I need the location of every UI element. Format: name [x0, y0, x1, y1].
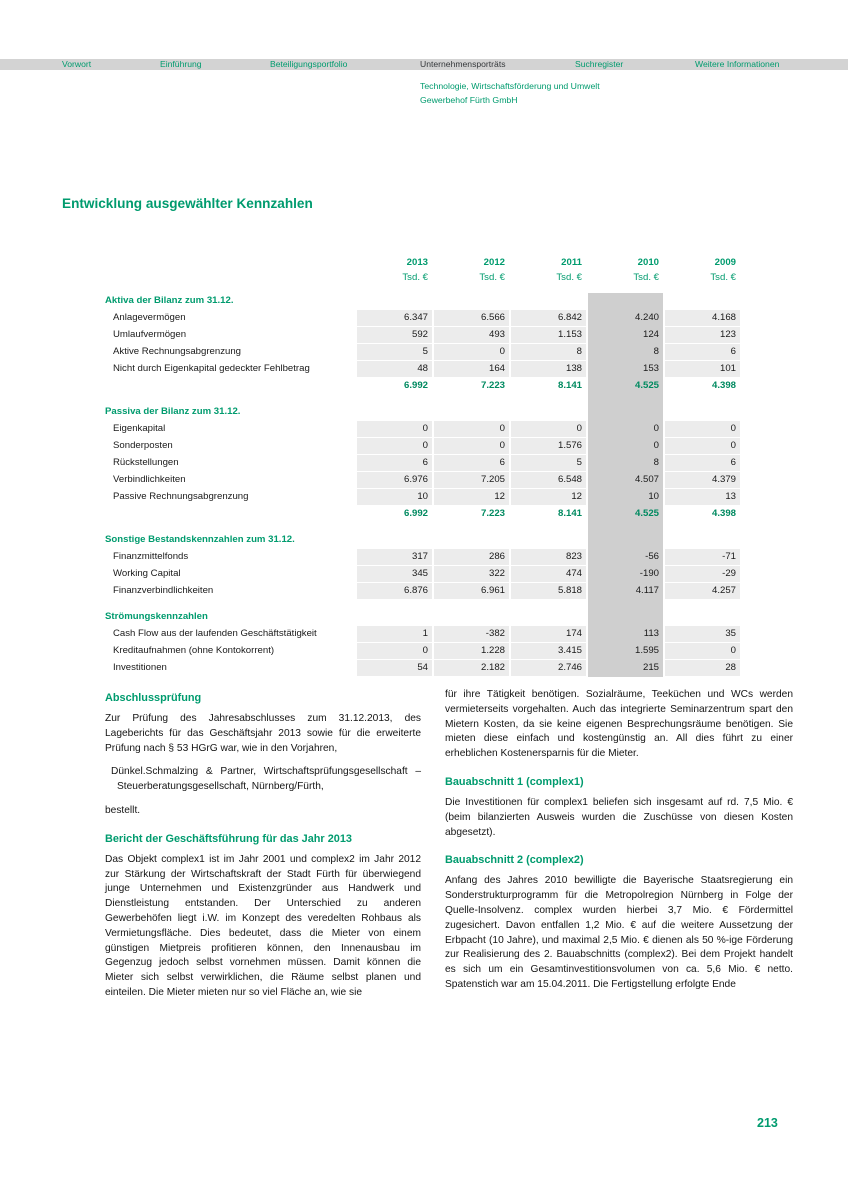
value-cell: 124	[642, 329, 659, 340]
table-row	[105, 395, 742, 404]
value-cell: 6.842	[511, 310, 586, 326]
value-cell: -71	[665, 549, 740, 565]
empty-cell	[434, 293, 509, 309]
value-cell: 823	[511, 549, 586, 565]
row-label: Investitionen	[113, 662, 167, 673]
corner-cell	[105, 255, 355, 270]
value-cell: 0	[434, 421, 509, 437]
value-cell: 1.576	[511, 438, 586, 454]
section-header: Strömungskennzahlen	[105, 611, 208, 622]
unit-label: Tsd. €	[556, 272, 582, 283]
corner-cell	[105, 271, 355, 284]
table-row	[105, 293, 742, 309]
value-cell: 3.415	[511, 643, 586, 659]
value-cell: 286	[434, 549, 509, 565]
row-label: Cash Flow aus der laufenden Geschäftstätigkeit	[113, 628, 317, 639]
value-cell: 6	[665, 344, 740, 360]
value-cell: 6.566	[434, 310, 509, 326]
article-heading: Bauabschnitt 2 (complex2)	[445, 854, 584, 867]
total-cell: 6.992	[403, 508, 428, 519]
value-cell: 4.257	[665, 583, 740, 599]
value-cell: 6.876	[357, 583, 432, 599]
value-cell: 6	[357, 455, 432, 471]
total-cell: 4.398	[711, 508, 736, 519]
article-paragraph: bestellt.	[105, 804, 141, 816]
value-cell: 1.228	[434, 643, 509, 659]
value-cell: 5	[511, 455, 586, 471]
value-cell: 474	[511, 566, 586, 582]
table-row	[105, 255, 742, 270]
value-cell: 5.818	[511, 583, 586, 599]
year-header: 2010	[637, 257, 659, 268]
breadcrumb-company: Gewerbehof Fürth GmbH	[420, 95, 518, 105]
value-cell: 6	[665, 455, 740, 471]
empty-cell	[665, 293, 740, 309]
row-label: Umlaufvermögen	[113, 329, 187, 340]
article-paragraph: für ihre Tätigkeit benötigen. Sozialräume, Teeküchen und WCs werden vermieterseits vorgehalten. Auch das integrierte Seminarzentrum spart den Mietern Kosten, da sie keine eigenen Besprechungsräume benötigen. Sie mieten diese einfach und kostengünstig an. All dies führt zu einer erheblichen Kostenersparnis für die Mieter.	[445, 689, 793, 760]
table-row	[105, 549, 742, 565]
value-cell: 174	[511, 626, 586, 642]
nav-item-4[interactable]: Suchregister	[575, 59, 624, 69]
table-row	[105, 361, 742, 377]
unit-label: Tsd. €	[402, 272, 428, 283]
empty-cell	[588, 609, 663, 625]
value-cell: 12	[434, 489, 509, 505]
value-cell: 5	[357, 344, 432, 360]
row-label: Eigenkapital	[113, 423, 166, 434]
total-cell: 7.223	[480, 508, 505, 519]
empty-cell	[511, 404, 586, 420]
unit-label: Tsd. €	[710, 272, 736, 283]
nav-item-5[interactable]: Weitere Informationen	[695, 59, 780, 69]
value-cell: 0	[653, 440, 659, 451]
empty-cell	[665, 404, 740, 420]
value-cell: -56	[645, 551, 659, 562]
value-cell: 164	[434, 361, 509, 377]
value-cell: 10	[357, 489, 432, 505]
article-heading: Bauabschnitt 1 (complex1)	[445, 775, 584, 788]
row-label: Working Capital	[113, 568, 181, 579]
page-title: Entwicklung ausgewählter Kennzahlen	[62, 196, 313, 211]
table-row	[105, 609, 742, 625]
section-header: Passiva der Bilanz zum 31.12.	[105, 406, 241, 417]
row-label: Aktive Rechnungsabgrenzung	[113, 346, 242, 357]
value-cell: 7.205	[434, 472, 509, 488]
article-column-right	[445, 688, 793, 1002]
value-cell: 0	[434, 438, 509, 454]
unit-label: Tsd. €	[633, 272, 659, 283]
table-row	[105, 643, 742, 659]
empty-cell	[434, 532, 509, 548]
value-cell: 317	[357, 549, 432, 565]
value-cell: 6.976	[357, 472, 432, 488]
value-cell: -190	[639, 568, 659, 579]
empty-cell	[357, 404, 432, 420]
empty-cell	[511, 609, 586, 625]
total-cell: 8.141	[557, 380, 582, 391]
value-cell: 153	[642, 363, 659, 374]
table-row	[105, 506, 742, 522]
value-cell: 322	[434, 566, 509, 582]
value-cell: 0	[357, 438, 432, 454]
table-row	[105, 378, 742, 394]
value-cell: 4.379	[665, 472, 740, 488]
table-row	[105, 600, 742, 609]
table-row	[105, 421, 742, 437]
table-row	[105, 566, 742, 582]
article-paragraph: Das Objekt complex1 ist im Jahr 2001 und complex2 im Jahr 2012 zur Stärkung der Wirtschaftskraft der Stadt Fürth für überwiegend junge Unternehmen und Existenzgründer aus Handwerk und Dienstleistung entstanden. Der Unterschied zu anderen Gewerbehöfen liegt i.W. im Konzept des veredelten Rohbaus als Vermietungsfläche. Dies bedeutet, dass die Mieter von einem günstigen Mietpreis profitieren können, den Innenausbau im Gegenzug jedoch selbst vornehmen müssen. Damit können die Mieter sich selbst verwirklichen, die Räume selbst planen und einteilen. Die Mieter mieten nur so viel Fläche an, wie sie	[105, 853, 421, 998]
value-cell: 12	[511, 489, 586, 505]
empty-cell	[665, 609, 740, 625]
year-header: 2012	[483, 257, 505, 268]
empty-cell	[665, 532, 740, 548]
nav-item-2[interactable]: Beteiligungsportfolio	[270, 59, 348, 69]
total-cell: 4.525	[634, 508, 659, 519]
empty-cell	[511, 532, 586, 548]
value-cell: 8	[653, 346, 659, 357]
empty-cell	[588, 404, 663, 420]
value-cell: 28	[665, 660, 740, 676]
value-cell: 6.961	[434, 583, 509, 599]
table-row	[105, 271, 742, 284]
value-cell: 6.347	[357, 310, 432, 326]
value-cell: 2.746	[511, 660, 586, 676]
value-cell: 0	[357, 643, 432, 659]
table-row	[105, 285, 742, 293]
table-row	[105, 489, 742, 505]
total-cell: 8.141	[557, 508, 582, 519]
section-header: Aktiva der Bilanz zum 31.12.	[105, 295, 234, 306]
value-cell: 8	[511, 344, 586, 360]
value-cell: 1	[357, 626, 432, 642]
table-row	[105, 310, 742, 326]
value-cell: 123	[665, 327, 740, 343]
section-header: Sonstige Bestandskennzahlen zum 31.12.	[105, 534, 295, 545]
empty-cell	[434, 609, 509, 625]
value-cell: 4.168	[665, 310, 740, 326]
total-cell: 4.525	[634, 380, 659, 391]
row-label: Rückstellungen	[113, 457, 179, 468]
empty-cell	[588, 532, 663, 548]
row-label: Nicht durch Eigenkapital gedeckter Fehlbetrag	[113, 363, 310, 374]
empty-cell	[588, 293, 663, 309]
value-cell: 0	[511, 421, 586, 437]
value-cell: 0	[357, 421, 432, 437]
total-cell: 6.992	[403, 380, 428, 391]
value-cell: 0	[665, 438, 740, 454]
year-header: 2011	[561, 257, 582, 268]
row-label: Sonderposten	[113, 440, 173, 451]
empty-cell	[105, 378, 355, 394]
top-navigation	[0, 59, 848, 70]
value-cell: 13	[665, 489, 740, 505]
value-cell: 4.507	[634, 474, 659, 485]
empty-cell	[105, 506, 355, 522]
value-cell: 345	[357, 566, 432, 582]
value-cell: 35	[665, 626, 740, 642]
table-row	[105, 660, 742, 676]
value-cell: -29	[665, 566, 740, 582]
row-label: Kreditaufnahmen (ohne Kontokorrent)	[113, 645, 275, 656]
value-cell: 592	[357, 327, 432, 343]
value-cell: 54	[357, 660, 432, 676]
table-row	[105, 472, 742, 488]
value-cell: 215	[642, 662, 659, 673]
total-cell: 7.223	[480, 380, 505, 391]
table-row	[105, 327, 742, 343]
breadcrumb	[420, 79, 600, 107]
empty-cell	[434, 404, 509, 420]
value-cell: 0	[653, 423, 659, 434]
page-number: 213	[757, 1116, 778, 1130]
article-paragraph: Zur Prüfung des Jahresabschlusses zum 31.12.2013, des Lageberichts für das Geschäftsjahr 2013 sowie für die erweiterte Prüfung nach § 53 HGrG war, wie in den Vorjahren,	[105, 713, 421, 754]
kennzahlen-table	[105, 255, 742, 677]
value-cell: 138	[511, 361, 586, 377]
nav-item-3[interactable]: Unternehmensporträts	[420, 59, 506, 69]
value-cell: 1.595	[634, 645, 659, 656]
total-cell: 4.398	[711, 380, 736, 391]
row-label: Passive Rechnungsabgrenzung	[113, 491, 249, 502]
value-cell: 113	[643, 628, 659, 639]
article-paragraph: Anfang des Jahres 2010 bewilligte die Bayerische Staatsregierung ein Sonderstrukturprogramm für die Metropolregion Nürnberg in Folge der Quelle-Insolvenz. complex wurden hierbei 3,7 Mio. € Fördermittel zugesichert. Davon entfallen 1,2 Mio. € auf die weitere Aussetzung der Erbpacht (10 Jahre), und maximal 2,5 Mio. € dienen als 50 %-ige Förderung zur Realisierung des 2. Bauabschnitts (complex2). Bei dem Projekt handelt es sich um ein Gesamtinvestitionsvolumen von ca. 5,6 Mio. € netto. Spatenstich war am 15.04.2011. Die Fertigstellung erfolgte Ende	[445, 875, 793, 990]
article-heading: Abschlussprüfung	[105, 692, 202, 704]
year-header: 2013	[406, 257, 428, 268]
table-row	[105, 344, 742, 360]
value-cell: 4.240	[634, 312, 659, 323]
breadcrumb-category: Technologie, Wirtschaftsförderung und Umwelt	[420, 81, 600, 91]
nav-item-0[interactable]: Vorwort	[62, 59, 92, 69]
value-cell: 6	[434, 455, 509, 471]
value-cell: 493	[434, 327, 509, 343]
row-label: Finanzmittelfonds	[113, 551, 189, 562]
value-cell: -382	[434, 626, 509, 642]
table-row	[105, 455, 742, 471]
article-paragraph: Dünkel.Schmalzing & Partner, Wirtschaftsprüfungsgesellschaft – Steuerberatungsgesellschaft, Nürnberg/Fürth,	[111, 766, 421, 793]
empty-cell	[357, 609, 432, 625]
table-row	[105, 438, 742, 454]
value-cell: 10	[648, 491, 659, 502]
value-cell: 0	[434, 344, 509, 360]
empty-cell	[511, 293, 586, 309]
table-row	[105, 404, 742, 420]
table-row	[105, 626, 742, 642]
value-cell: 0	[665, 421, 740, 437]
value-cell: 2.182	[434, 660, 509, 676]
value-cell: 48	[357, 361, 432, 377]
value-cell: 8	[653, 457, 659, 468]
table-row	[105, 532, 742, 548]
value-cell: 6.548	[511, 472, 586, 488]
year-header: 2009	[714, 257, 736, 268]
value-cell: 1.153	[511, 327, 586, 343]
empty-cell	[357, 293, 432, 309]
row-label: Finanzverbindlichkeiten	[113, 585, 214, 596]
unit-label: Tsd. €	[479, 272, 505, 283]
row-label: Anlagevermögen	[113, 312, 186, 323]
nav-item-1[interactable]: Einführung	[160, 59, 202, 69]
empty-cell	[357, 532, 432, 548]
value-cell: 0	[665, 643, 740, 659]
article-column-left	[105, 690, 421, 1010]
table-row	[105, 523, 742, 532]
value-cell: 101	[665, 361, 740, 377]
row-label: Verbindlichkeiten	[113, 474, 186, 485]
article-paragraph: Die Investitionen für complex1 beliefen sich insgesamt auf rd. 7,5 Mio. € (beim bilanzierten Ausweis wurden die Zuschüsse von diesen Kosten abgesetzt).	[445, 796, 793, 838]
table-row	[105, 583, 742, 599]
article-heading: Bericht der Geschäftsführung für das Jahr 2013	[105, 832, 352, 845]
value-cell: 4.117	[635, 585, 659, 596]
